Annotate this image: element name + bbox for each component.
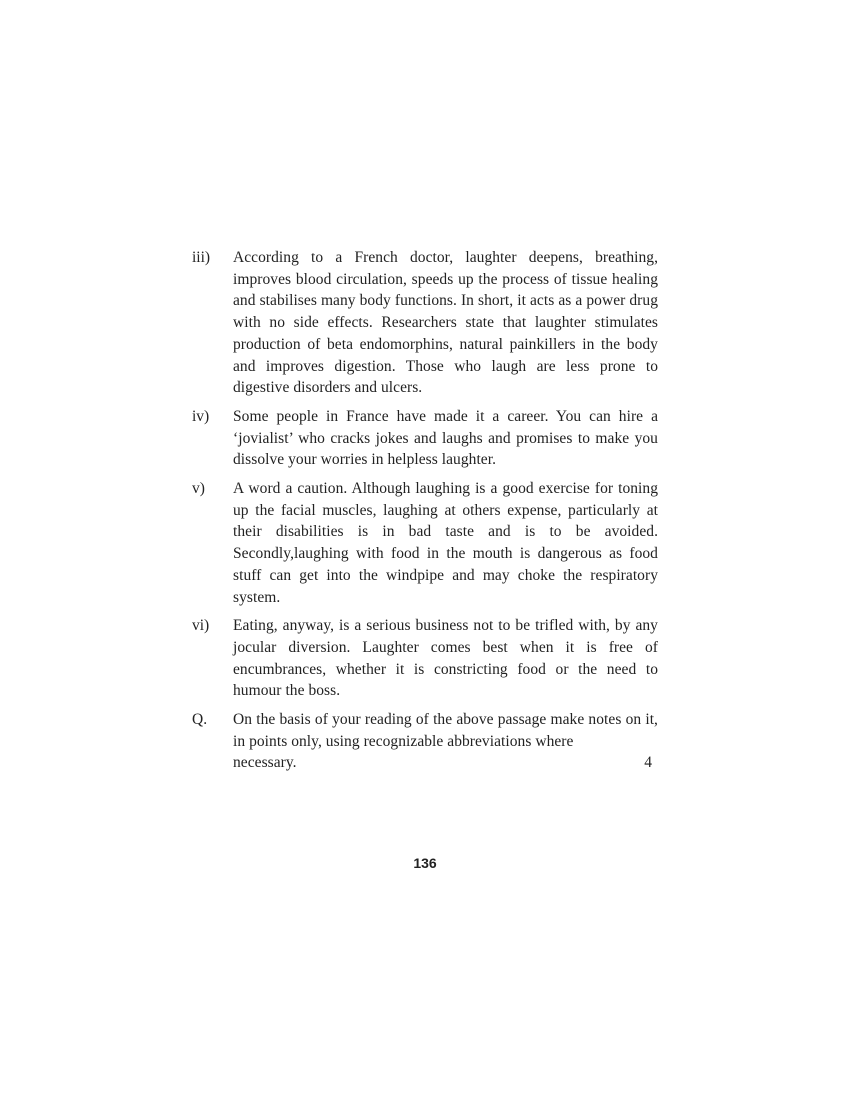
passage-content (190, 247, 658, 781)
question-item (190, 709, 658, 774)
passage-item-vi (190, 615, 658, 702)
item-label: v) (192, 480, 205, 498)
passage-item-iii (190, 247, 658, 399)
item-label: iii) (192, 249, 211, 266)
item-text: A word a caution. Although laughing is a good exercise for toning up the facial muscles, laughing at others expense, particularly at their disabilities is in bad taste and is to be avoided. Secondly,laughing with food in the mouth is dangerous as food stuff can get into the windpipe and may choke the respiratory system. (233, 480, 658, 606)
item-label: vi) (192, 617, 210, 635)
page-number: 136 (413, 855, 437, 871)
item-text: Eating, anyway, is a serious business not to be trifled with, by any jocular diversion. Laughter comes best when it is free of encumbrances, whether it is constricting food or the need to humour the boss. (233, 617, 658, 700)
item-label: iv) (192, 407, 210, 425)
passage-item-v (190, 478, 658, 608)
question-label: Q. (192, 711, 208, 729)
passage-item-iv (190, 406, 658, 471)
question-text: On the basis of your reading of the above passage make notes on it, in points only, using recognizable abbreviations where (233, 711, 658, 750)
question-text-end: necessary. (233, 754, 297, 772)
question-last-line (233, 752, 658, 774)
item-text: Some people in France have made it a career. You can hire a ‘jovialist’ who cracks jokes and laughs and promises to make you dissolve your worries in helpless laughter. (233, 407, 658, 469)
question-marks: 4 (644, 754, 652, 772)
item-text: According to a French doctor, laughter deepens, breathing, improves blood circulation, speeds up the process of tissue healing and stabilises many body functions. In short, it acts as a power drug with no side effects. Researchers state that laughter stimulates production of beta endomorphins, natural painkillers in the body and improves digestion. Those who laugh are less prone to digestive disorders and ulcers. (233, 249, 658, 397)
